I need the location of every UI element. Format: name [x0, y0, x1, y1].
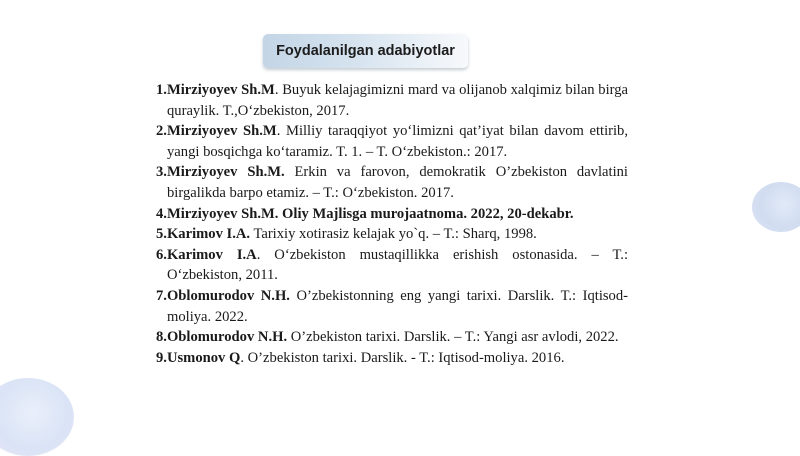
reference-num-author [156, 206, 574, 222]
reference-item [156, 162, 628, 203]
reference-text: Erkin va farovon, demokratik O’zbekiston davlatini birgalikda barpo etamiz. – T.: O‘zbekiston. 2017. [167, 164, 628, 201]
reference-author: Mirziyoyev Sh.M. [166, 164, 285, 181]
reference-author-end: . [274, 82, 283, 98]
reference-item [156, 224, 628, 245]
reference-item [156, 121, 628, 162]
decorative-circle-left [0, 378, 74, 456]
reference-num-author [156, 350, 240, 366]
reference-text: O’zbekiston tarixi. Darslik. - T.: Iqtisod-moliya. 2016. [247, 349, 565, 366]
reference-text: Milliy taraqqiyot yo‘limizni qat’iyat bilan davom ettirib, yangi bosqichga ko‘taramiz. T. 1. – T. O‘zbekiston.: 2017. [167, 123, 628, 160]
reference-num-author [156, 247, 257, 263]
reference-author: Mirziyoyev Sh.M. Oliy Majlisga murojaatnoma. 2022, 20-dekabr. [166, 205, 574, 222]
reference-num-author [156, 288, 290, 304]
title-banner [263, 34, 468, 68]
reference-text: O‘zbekiston mustaqillikka erishish ostonasida. – T.: O‘zbekiston, 2011. [167, 246, 629, 284]
reference-item [156, 204, 628, 225]
reference-author: Usmonov Q [166, 349, 241, 366]
reference-item [156, 80, 628, 121]
reference-author-end: . [240, 349, 248, 366]
reference-text: O’zbekiston tarixi. Darslik. – T.: Yangi asr avlodi, 2022. [290, 329, 619, 346]
reference-number: 7. [156, 287, 167, 304]
reference-text: Tarixiy xotirasiz kelajak yo`q. – T.: Sharq, 1998. [253, 226, 537, 243]
reference-num-author [156, 82, 275, 98]
reference-number: 6. [156, 246, 167, 263]
reference-item [156, 245, 628, 286]
reference-number: 3. [156, 164, 167, 181]
reference-author-end: . [276, 123, 286, 140]
reference-item [156, 286, 628, 327]
reference-text: Buyuk kelajagimizni mard va olijanob xalqimiz bilan birga quraylik. T.,O‘zbekiston, 2017. [167, 82, 629, 119]
reference-author: Mirziyoyev Sh.M [166, 123, 277, 140]
reference-num-author [156, 164, 285, 180]
reference-num-author [156, 226, 250, 242]
reference-author: Oblomurodov N.H. [166, 287, 290, 304]
reference-text: O’zbekistonning eng yangi tarixi. Darslik. T.: Iqtisod-moliya. 2022. [167, 287, 629, 325]
reference-author: Oblomurodov N.H. [166, 329, 288, 346]
reference-number: 5. [156, 226, 167, 243]
reference-author-end [285, 164, 295, 180]
reference-number: 2. [156, 123, 167, 140]
reference-num-author [156, 329, 287, 345]
page-title: Foydalanilgan adabiyotlar [276, 43, 455, 59]
reference-number: 9. [156, 349, 167, 366]
reference-author: Karimov I.A [166, 246, 257, 263]
reference-author: Karimov I.A. [166, 226, 251, 243]
reference-author: Mirziyoyev Sh.M [166, 82, 275, 98]
reference-item [156, 348, 628, 369]
reference-item [156, 327, 628, 348]
reference-list [156, 80, 628, 368]
decorative-circle-right [752, 182, 800, 232]
reference-number: 8. [156, 329, 167, 346]
reference-number: 4. [156, 205, 167, 222]
reference-number: 1. [156, 82, 167, 98]
reference-author-end: . [256, 246, 275, 263]
reference-num-author [156, 123, 277, 139]
